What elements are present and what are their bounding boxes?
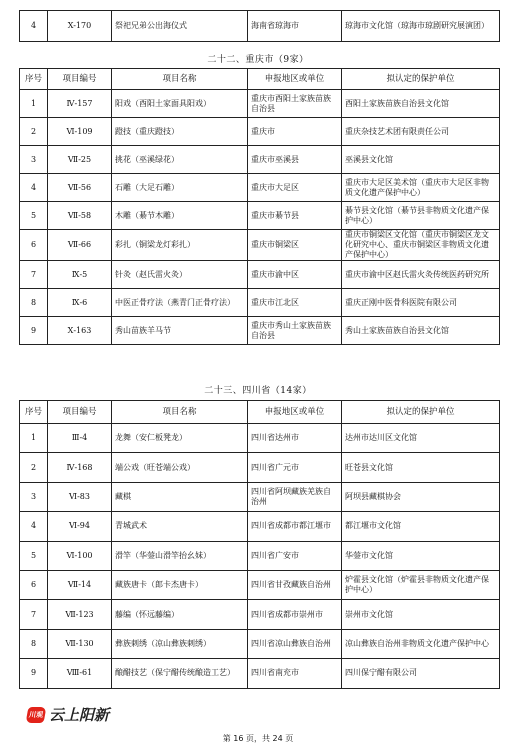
cell-name: 蹬技（重庆蹬技） xyxy=(112,118,248,146)
cell-unit: 琼海市文化馆（琼海市琼剧研究展演团） xyxy=(342,11,500,42)
cell-name: 石雕（大足石雕） xyxy=(112,174,248,202)
section-title-sichuan: 二十三、四川省（14家） xyxy=(204,386,312,396)
table-row xyxy=(20,90,500,118)
header-name: 项目名称 xyxy=(112,69,248,90)
watermark-logo xyxy=(27,704,109,725)
table-row xyxy=(20,659,500,688)
cell-region: 重庆市渝中区 xyxy=(248,261,342,289)
table-row xyxy=(20,629,500,658)
cell-unit: 旺苍县文化馆 xyxy=(342,453,500,482)
cell-name: 端公戏（旺苍端公戏） xyxy=(112,453,248,482)
table-row xyxy=(20,146,500,174)
cell-name: 彝族刺绣（凉山彝族刺绣） xyxy=(112,629,248,658)
cell-code: Ⅵ-94 xyxy=(48,512,112,541)
table-row xyxy=(20,118,500,146)
cell-unit: 崇州市文化馆 xyxy=(342,600,500,629)
cell-no: 2 xyxy=(20,118,48,146)
cell-unit: 炉霍县文化馆（炉霍县非物质文化遗产保护中心） xyxy=(342,570,500,599)
continued-table xyxy=(19,10,500,42)
table-row xyxy=(20,289,500,317)
cell-region: 重庆市铜梁区 xyxy=(248,230,342,261)
header-unit: 拟认定的保护单位 xyxy=(342,69,500,90)
cell-name: 滑竿（华蓥山滑竿抬幺妹） xyxy=(112,541,248,570)
cell-no: 5 xyxy=(20,202,48,230)
cell-unit: 酉阳土家族苗族自治县文化馆 xyxy=(342,90,500,118)
cell-no: 5 xyxy=(20,541,48,570)
table-row xyxy=(20,424,500,453)
table-row xyxy=(20,11,500,42)
chongqing-table xyxy=(19,68,500,345)
cell-name: 木雕（綦节木雕） xyxy=(112,202,248,230)
cell-no: 3 xyxy=(20,482,48,511)
cell-region: 重庆市綦节县 xyxy=(248,202,342,230)
cell-code: Ⅲ-4 xyxy=(48,424,112,453)
cell-unit: 綦节县文化馆（綦节县非物质文化遗产保护中心） xyxy=(342,202,500,230)
header-code: 项目编号 xyxy=(48,401,112,424)
table-header-row xyxy=(20,401,500,424)
cell-region: 四川省阿坝藏族羌族自治州 xyxy=(248,482,342,511)
header-region: 申报地区或单位 xyxy=(248,69,342,90)
cell-name: 酿醋技艺（保宁醋传统酿造工艺） xyxy=(112,659,248,688)
cell-unit: 重庆市渝中区赵氏雷火灸传统医药研究所 xyxy=(342,261,500,289)
cell-no: 8 xyxy=(20,289,48,317)
table-row xyxy=(20,570,500,599)
table-row xyxy=(20,261,500,289)
cell-unit: 凉山彝族自治州非物质文化遗产保护中心 xyxy=(342,629,500,658)
cell-no: 1 xyxy=(20,90,48,118)
cell-no: 7 xyxy=(20,261,48,289)
table-row xyxy=(20,453,500,482)
cell-region: 四川省达州市 xyxy=(248,424,342,453)
cell-no: 4 xyxy=(20,174,48,202)
cell-region: 重庆市酉阳土家族苗族自治县 xyxy=(248,90,342,118)
cell-name: 藏棋 xyxy=(112,482,248,511)
cell-unit: 都江堰市文化馆 xyxy=(342,512,500,541)
cell-unit: 达州市达川区文化馆 xyxy=(342,424,500,453)
section-title-chongqing: 二十二、重庆市（9家） xyxy=(207,55,309,65)
cell-name: 藤编（怀远藤编） xyxy=(112,600,248,629)
cell-code: Ⅶ-56 xyxy=(48,174,112,202)
cell-region: 重庆市巫溪县 xyxy=(248,146,342,174)
header-no: 序号 xyxy=(20,69,48,90)
cell-no: 7 xyxy=(20,600,48,629)
table-row xyxy=(20,600,500,629)
cell-region: 重庆市大足区 xyxy=(248,174,342,202)
cell-code: Ⅵ-83 xyxy=(48,482,112,511)
cell-no: 3 xyxy=(20,146,48,174)
logo-icon: 川观 xyxy=(26,707,47,723)
cell-region: 四川省凉山彝族自治州 xyxy=(248,629,342,658)
cell-code: Ⅵ-109 xyxy=(48,118,112,146)
cell-no: 6 xyxy=(20,230,48,261)
cell-region: 四川省成都市崇州市 xyxy=(248,600,342,629)
cell-unit: 重庆杂技艺术团有限责任公司 xyxy=(342,118,500,146)
cell-code: Ⅸ-5 xyxy=(48,261,112,289)
cell-name: 彩扎（铜梁龙灯彩扎） xyxy=(112,230,248,261)
cell-name: 中医正骨疗法（燕青门正骨疗法） xyxy=(112,289,248,317)
cell-unit: 阿坝县藏棋协会 xyxy=(342,482,500,511)
cell-region: 海南省琼海市 xyxy=(248,11,342,42)
table-row xyxy=(20,230,500,261)
header-region: 申报地区或单位 xyxy=(248,401,342,424)
cell-unit: 四川保宁醋有限公司 xyxy=(342,659,500,688)
table-header-row xyxy=(20,69,500,90)
logo-text: 云上阳新 xyxy=(49,706,110,724)
page-number: 第 16 页，共 24 页 xyxy=(222,734,294,743)
cell-no: 8 xyxy=(20,629,48,658)
cell-name: 挑花（巫溪绿花） xyxy=(112,146,248,174)
header-name: 项目名称 xyxy=(112,401,248,424)
cell-name: 青城武术 xyxy=(112,512,248,541)
cell-code: Ⅳ-168 xyxy=(48,453,112,482)
cell-region: 四川省成都市都江堰市 xyxy=(248,512,342,541)
cell-unit: 秀山土家族苗族自治县文化馆 xyxy=(342,317,500,345)
cell-no: 6 xyxy=(20,570,48,599)
cell-region: 四川省广元市 xyxy=(248,453,342,482)
cell-no: 2 xyxy=(20,453,48,482)
cell-unit: 重庆正刚中医骨科医院有限公司 xyxy=(342,289,500,317)
cell-unit: 巫溪县文化馆 xyxy=(342,146,500,174)
cell-name: 针灸（赵氏雷火灸） xyxy=(112,261,248,289)
cell-name: 阳戏（酉阳土家面具阳戏） xyxy=(112,90,248,118)
header-code: 项目编号 xyxy=(48,69,112,90)
cell-no: 4 xyxy=(20,11,48,42)
cell-code: Ⅳ-157 xyxy=(48,90,112,118)
cell-code: Ⅶ-58 xyxy=(48,202,112,230)
cell-region: 四川省南充市 xyxy=(248,659,342,688)
table-row xyxy=(20,202,500,230)
cell-unit: 重庆市大足区美术馆（重庆市大足区非物质文化遗产保护中心） xyxy=(342,174,500,202)
cell-code: X-170 xyxy=(48,11,112,42)
sichuan-table xyxy=(19,400,500,689)
cell-code: Ⅸ-6 xyxy=(48,289,112,317)
table-row xyxy=(20,482,500,511)
cell-code: Ⅷ-61 xyxy=(48,659,112,688)
cell-name: 龙舞（安仁板凳龙） xyxy=(112,424,248,453)
cell-code: Ⅶ-123 xyxy=(48,600,112,629)
cell-code: Ⅹ-163 xyxy=(48,317,112,345)
table-row xyxy=(20,512,500,541)
table-row xyxy=(20,317,500,345)
cell-code: Ⅶ-66 xyxy=(48,230,112,261)
cell-region: 四川省甘孜藏族自治州 xyxy=(248,570,342,599)
cell-no: 4 xyxy=(20,512,48,541)
table-row xyxy=(20,174,500,202)
cell-unit: 重庆市铜梁区文化馆（重庆市铜梁区龙文化研究中心、重庆市铜梁区非物质文化遗产保护中心） xyxy=(342,230,500,261)
cell-region: 四川省广安市 xyxy=(248,541,342,570)
cell-no: 9 xyxy=(20,659,48,688)
cell-code: Ⅵ-100 xyxy=(48,541,112,570)
cell-code: Ⅶ-14 xyxy=(48,570,112,599)
cell-no: 9 xyxy=(20,317,48,345)
cell-code: Ⅶ-25 xyxy=(48,146,112,174)
cell-name: 秀山苗族羊马节 xyxy=(112,317,248,345)
cell-region: 重庆市秀山土家族苗族自治县 xyxy=(248,317,342,345)
cell-region: 重庆市 xyxy=(248,118,342,146)
cell-name: 藏族唐卡（郎卡杰唐卡） xyxy=(112,570,248,599)
cell-name: 祭祀兄弟公出海仪式 xyxy=(112,11,248,42)
table-row xyxy=(20,541,500,570)
header-unit: 拟认定的保护单位 xyxy=(342,401,500,424)
cell-region: 重庆市江北区 xyxy=(248,289,342,317)
cell-unit: 华蓥市文化馆 xyxy=(342,541,500,570)
cell-no: 1 xyxy=(20,424,48,453)
header-no: 序号 xyxy=(20,401,48,424)
cell-code: Ⅶ-130 xyxy=(48,629,112,658)
